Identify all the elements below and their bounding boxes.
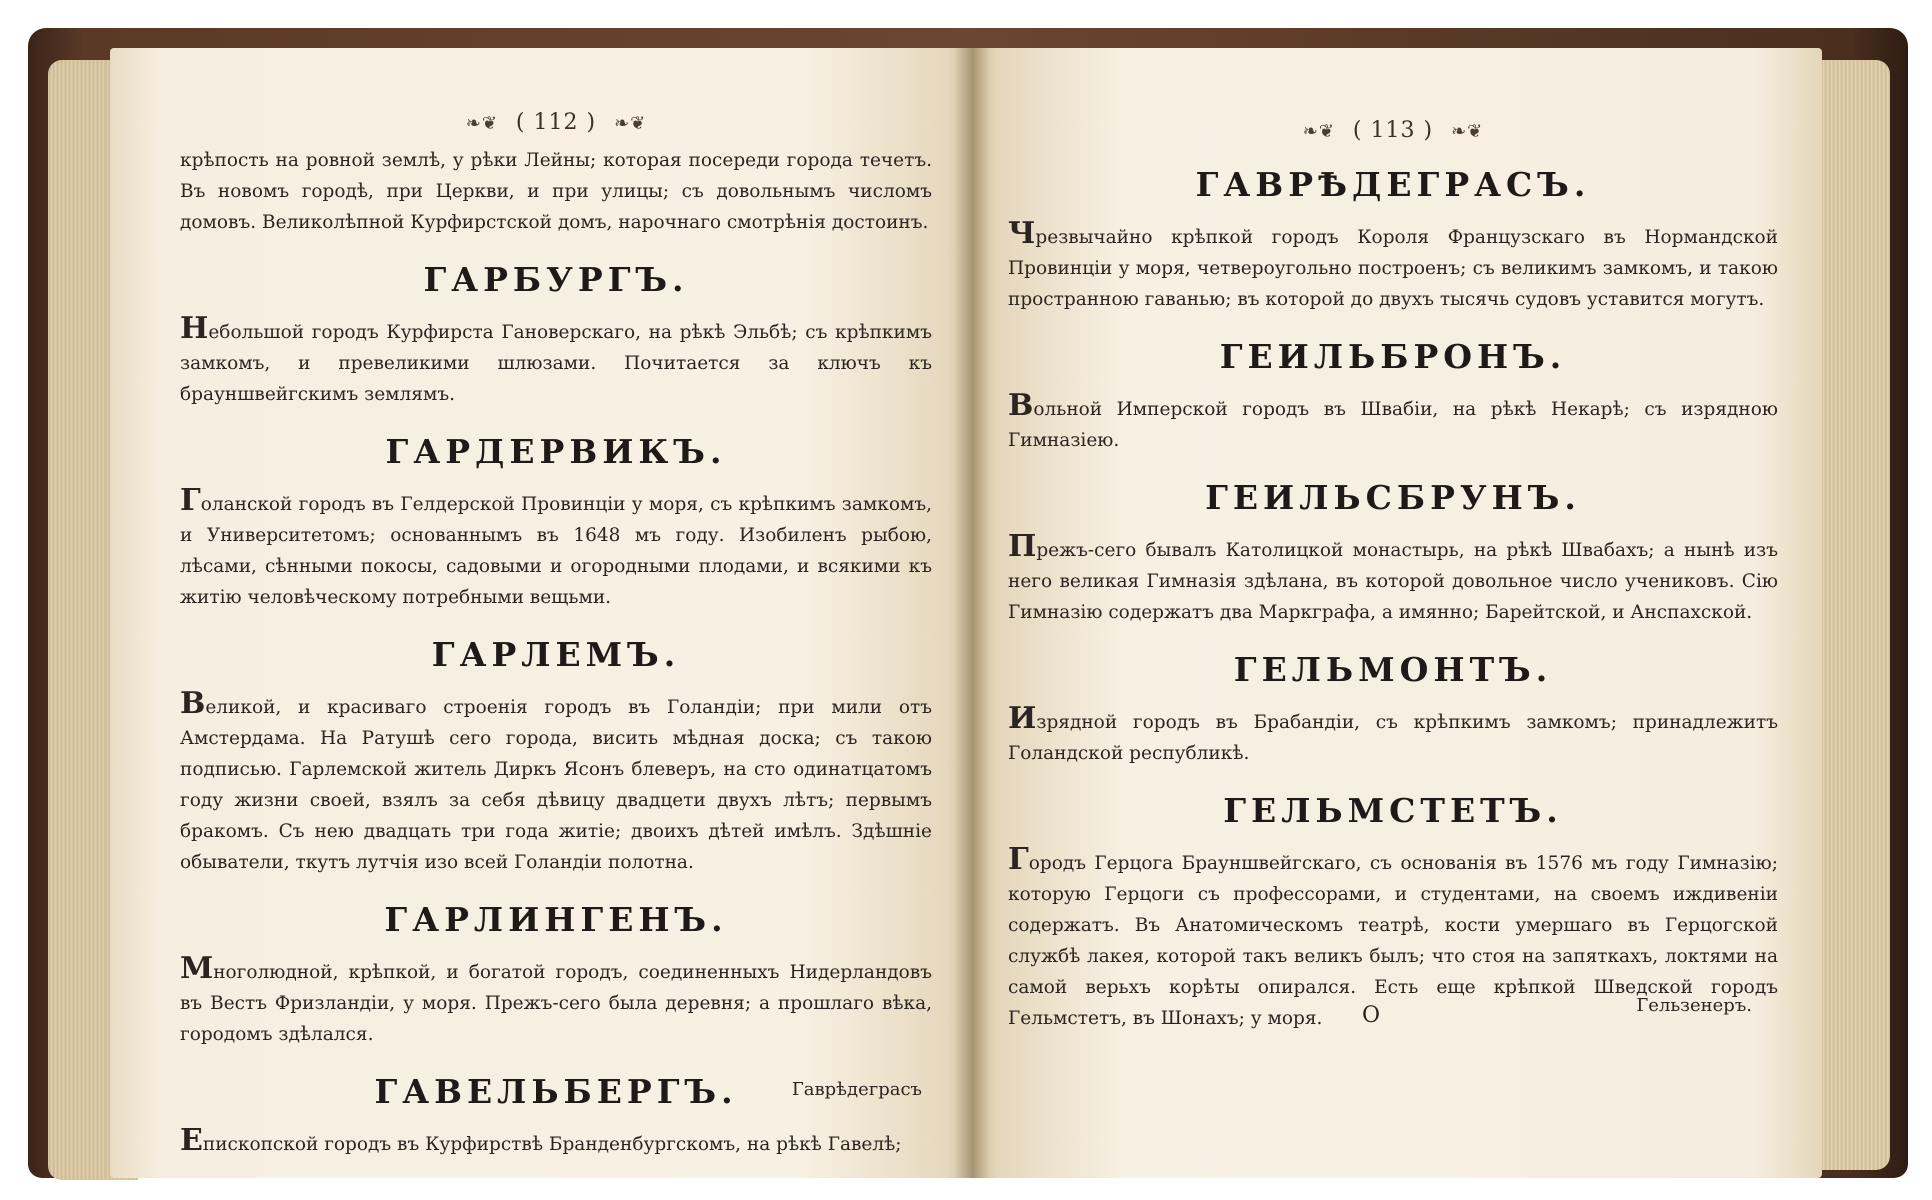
left-page	[110, 48, 972, 1178]
entry-text: оланской городъ въ Гелдерской Провинціи у моря, съ крѣпкимъ замкомъ, и Университетомъ; основаннымъ въ 1648 мъ году. Изобиленъ рыбою, лѣсами, сѣнными покосы, садовыми и огородными плодами, и всякими къ житію человѣческому потребными вещьми.	[180, 494, 932, 608]
entry-body	[1008, 529, 1778, 628]
entry-body	[180, 686, 932, 878]
drop-cap: И	[1008, 701, 1037, 736]
entry-text: еликой, и красиваго строенія городъ въ Голандіи; при мили отъ Амстердама. На Ратушѣ сего города, висить мѣдная доска; съ такою подписью. Гарлемской житель Диркъ Ясонъ блеверъ, на сто одинатцатомъ году жизни своей, взялъ за себя дѣвицу двадцети двухъ лѣтъ; первымъ бракомъ. Съ нею двадцать три года житіе; двоихъ дѣтей имѣлъ. Здѣшніе обыватели, ткутъ лутчія изо всей Голандіи полотна.	[180, 697, 932, 873]
right-page	[972, 48, 1822, 1178]
entry-title: ГАВЕЛЬБЕРГЪ.	[374, 1072, 738, 1111]
entry-title: ГЕЛЬМОНТЪ.	[1233, 650, 1553, 689]
entry	[180, 432, 932, 613]
entry-body	[1008, 216, 1778, 315]
drop-cap: Г	[1008, 842, 1029, 877]
entry-title: ГЕИЛЬСБРУНЪ.	[1205, 478, 1581, 517]
entry-body	[180, 951, 932, 1050]
ornament-icon: ❧❦	[1302, 121, 1335, 142]
entry-title: ГАРЛЕМЪ.	[431, 635, 681, 674]
drop-cap: В	[1008, 388, 1034, 423]
entry	[180, 260, 932, 410]
drop-cap: М	[180, 951, 214, 986]
entry-text: ольной Имперской городъ въ Швабіи, на рѣкѣ Некарѣ; съ изрядною Гимназіею.	[1008, 399, 1778, 451]
entry-title: ГАРЛИНГЕНЪ.	[384, 900, 728, 939]
entry	[180, 900, 932, 1050]
entry-text: пископской городъ въ Курфирствѣ Бранденбургскомъ, на рѣкѣ Гавелѣ;	[202, 1134, 902, 1155]
ornament-icon: ❧❦	[1451, 121, 1484, 142]
ornament-icon: ❧❦	[614, 113, 647, 134]
entry-title: ГАРДЕРВИКЪ.	[385, 432, 727, 471]
page-header-left	[180, 110, 932, 135]
signature-mark: О	[1362, 1003, 1381, 1028]
entry-body	[1008, 701, 1778, 769]
entry-title: ГЕЛЬМСТЕТЪ.	[1223, 791, 1563, 830]
entry-title: ГЕИЛЬБРОНЪ.	[1219, 337, 1567, 376]
drop-cap: Г	[180, 483, 201, 518]
intro-text: крѣпость на ровной землѣ, у рѣки Лейны; которая посереди города течетъ. Въ новомъ городѣ, при Церкви, и при улицы; съ довольнымъ числомъ домовъ. Великолѣпной Курфирстской домъ, нарочнаго смотрѣнія достоинъ.	[180, 150, 932, 233]
entry-text: ебольшой городъ Курфирста Гановерскаго, на рѣкѣ Эльбѣ; съ крѣпкимъ замкомъ, и превеликими шлюзами. Почитается за ключъ къ брауншвейгскимъ землямъ.	[180, 322, 932, 405]
catchword-left: Гаврѣдеграсъ	[791, 1079, 922, 1100]
entry-body	[180, 1123, 932, 1160]
drop-cap: Н	[180, 311, 209, 346]
book-gutter	[955, 48, 989, 1178]
drop-cap: В	[180, 686, 206, 721]
drop-cap: Ч	[1008, 216, 1036, 251]
entry-body	[180, 483, 932, 613]
entry-text: зрядной городъ въ Брабандіи, съ крѣпкимъ замкомъ; принадлежитъ Голандской республикѣ.	[1008, 712, 1778, 764]
entry-title: ГАРБУРГЪ.	[423, 260, 689, 299]
page-number-left: ( 112 )	[515, 110, 597, 135]
entry-text: режъ-сего бывалъ Католицкой монастырь, на рѣкѣ Швабахъ; а нынѣ изъ него великая Гимназія здѣлана, въ которой довольное число учениковъ. Сію Гимназію содержатъ два Маркграфа, а имянно; Барейтской, и Анспахской.	[1008, 540, 1778, 623]
entry	[1008, 165, 1778, 315]
drop-cap: П	[1008, 529, 1037, 564]
ornament-icon: ❧❦	[465, 113, 498, 134]
entry-text: ородъ Герцога Брауншвейгскаго, съ основанія въ 1576 мъ году Гимназію; которую Герцоги съ профессорами, и студентами, на своемъ иждивеніи содержатъ. Въ Анатомическомъ театрѣ, кости умершаго въ Герцогской службѣ лакея, которой такъ великъ былъ; что стоя на запяткахъ, локтями на самой верьхъ корѣты опирался. Есть еще крѣпкой Шведской городъ Гельмстетъ, въ Шонахъ; у моря.	[1008, 853, 1778, 1029]
page-header-right	[1008, 118, 1778, 143]
page-number-right: ( 113 )	[1352, 118, 1434, 143]
drop-cap: Е	[180, 1123, 203, 1158]
entry-body	[180, 311, 932, 410]
entry-text: резвычайно крѣпкой городъ Короля Французскаго въ Нормандской Провинціи у моря, четвероугольно построенъ; съ великимъ замкомъ, и такою пространною гаванью; въ которой до двухъ тысячь судовъ уставится могутъ.	[1008, 227, 1778, 310]
entry-body	[1008, 388, 1778, 456]
entry	[1008, 478, 1778, 628]
entry	[1008, 650, 1778, 769]
page-edges-right	[1820, 60, 1890, 1170]
entry-text: ноголюдной, крѣпкой, и богатой городъ, соединенныхъ Нидерландовъ въ Вестъ Фризландіи, у моря. Прежъ-сего была деревня; а прошлаго вѣка, городомъ здѣлался.	[180, 962, 932, 1045]
catchword-right: Гельзенеръ.	[1636, 995, 1752, 1016]
entry-title: ГАВРѢДЕГРАСЪ.	[1195, 165, 1591, 204]
entry	[180, 635, 932, 878]
entry	[1008, 337, 1778, 456]
